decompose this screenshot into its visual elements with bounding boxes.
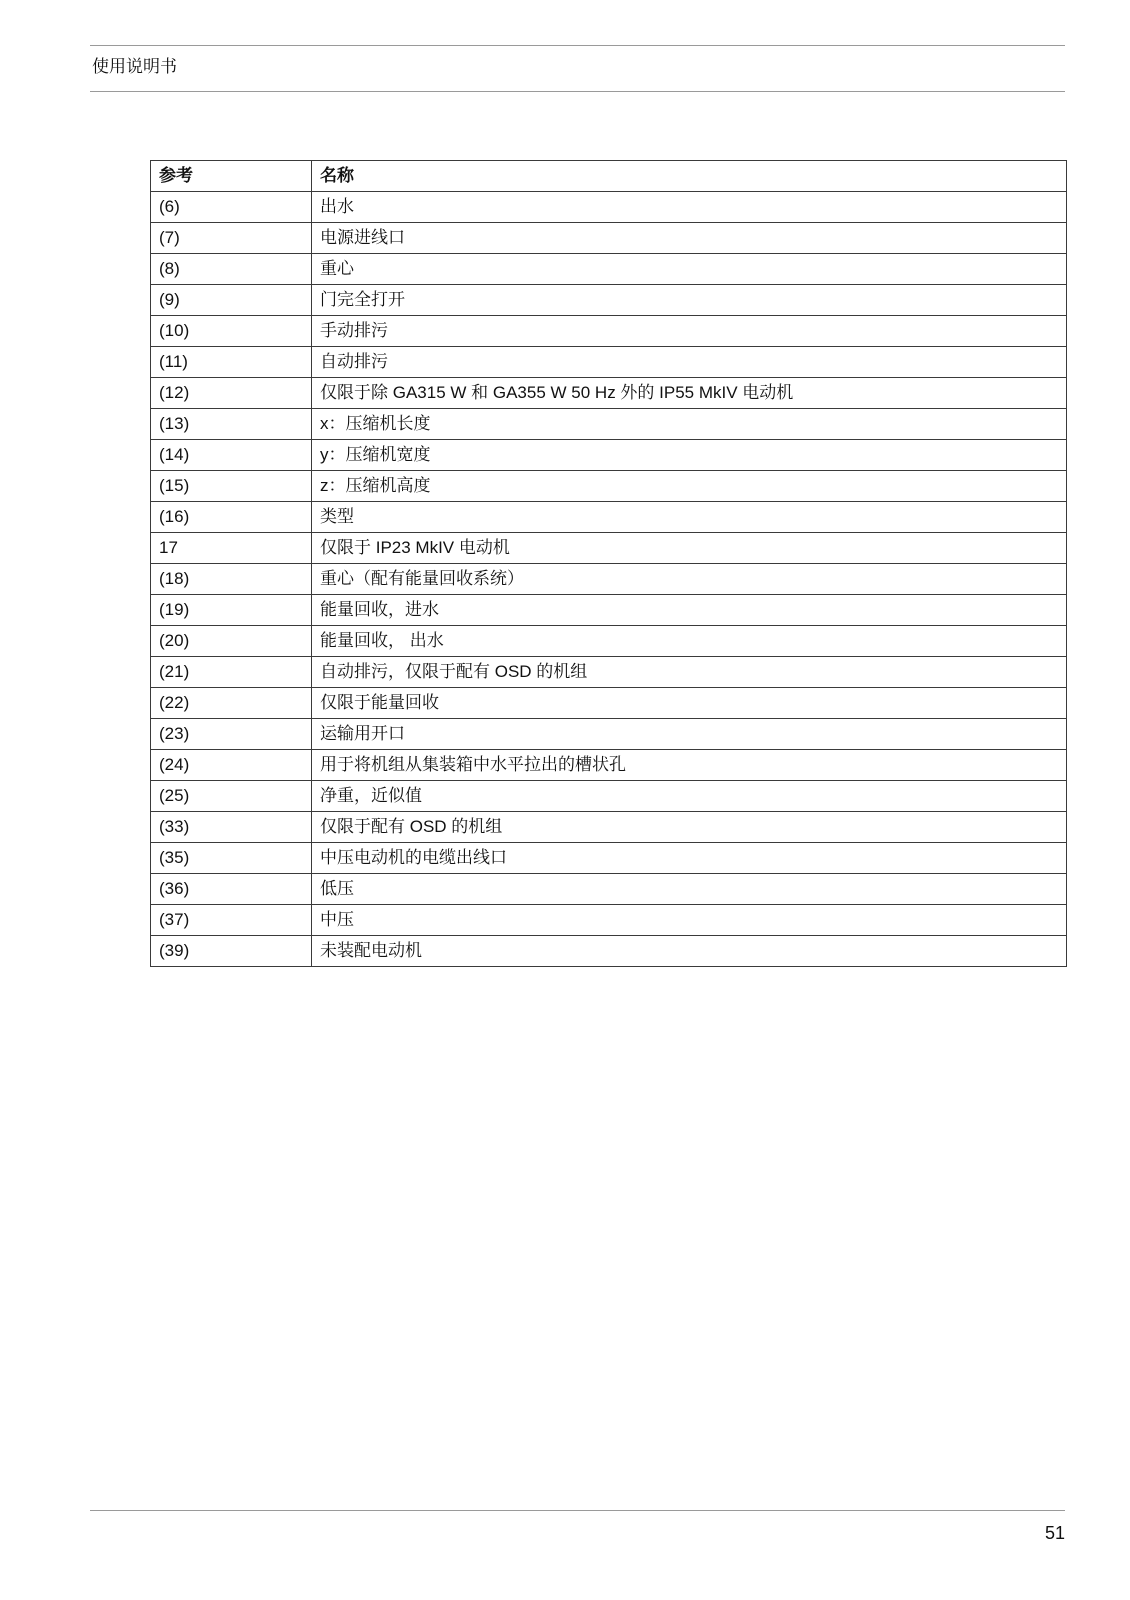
table-row [151,533,1067,564]
table-cell-ref: (25) [151,781,312,812]
table-cell-ref: (9) [151,285,312,316]
table-cell-name: 仅限于除 GA315 W 和 GA355 W 50 Hz 外的 IP55 MkIV 电动机 [312,378,1067,409]
header-rule-top [90,45,1065,46]
table-cell-name: 仅限于配有 OSD 的机组 [312,812,1067,843]
table-row [151,781,1067,812]
table-row [151,843,1067,874]
table-cell-ref: (33) [151,812,312,843]
table-cell-name: y：压缩机宽度 [312,440,1067,471]
table-row [151,750,1067,781]
table-cell-name: 仅限于能量回收 [312,688,1067,719]
table-cell-name: z：压缩机高度 [312,471,1067,502]
table-cell-ref: (14) [151,440,312,471]
table-cell-name: 重心 [312,254,1067,285]
table-cell-ref: (10) [151,316,312,347]
table-cell-ref: (13) [151,409,312,440]
table-row [151,347,1067,378]
table-row [151,936,1067,967]
table-row [151,905,1067,936]
table-cell-name: 低压 [312,874,1067,905]
table-cell-name: 未装配电动机 [312,936,1067,967]
table-cell-ref: (36) [151,874,312,905]
column-header-name: 名称 [312,161,1067,192]
table-row [151,874,1067,905]
table-row [151,502,1067,533]
table-cell-name: 自动排污，仅限于配有 OSD 的机组 [312,657,1067,688]
header-rule-bottom [90,91,1065,92]
footer-rule [90,1510,1065,1511]
table-row [151,657,1067,688]
table-row [151,564,1067,595]
table-header-row [151,161,1067,192]
table-cell-ref: (19) [151,595,312,626]
table-row [151,688,1067,719]
table-cell-ref: (8) [151,254,312,285]
table-row [151,285,1067,316]
table-row [151,440,1067,471]
column-header-reference: 参考 [151,161,312,192]
table-cell-name: 自动排污 [312,347,1067,378]
table-cell-ref: 17 [151,533,312,564]
table-row [151,595,1067,626]
table-row [151,378,1067,409]
table-cell-name: 电源进线口 [312,223,1067,254]
table-cell-name: 能量回收，进水 [312,595,1067,626]
table-cell-ref: (23) [151,719,312,750]
table-cell-name: 用于将机组从集装箱中水平拉出的槽状孔 [312,750,1067,781]
table-cell-name: 中压电动机的电缆出线口 [312,843,1067,874]
table-row [151,409,1067,440]
document-title: 使用说明书 [92,57,177,76]
table-row [151,471,1067,502]
table-cell-ref: (16) [151,502,312,533]
table-row [151,626,1067,657]
table-cell-ref: (35) [151,843,312,874]
table-cell-ref: (7) [151,223,312,254]
table-cell-ref: (37) [151,905,312,936]
table-cell-name: 净重，近似值 [312,781,1067,812]
table-cell-name: 类型 [312,502,1067,533]
table-row [151,223,1067,254]
table-cell-ref: (12) [151,378,312,409]
table-cell-ref: (11) [151,347,312,378]
table-cell-name: 手动排污 [312,316,1067,347]
table-cell-name: 仅限于 IP23 MkIV 电动机 [312,533,1067,564]
table-cell-ref: (20) [151,626,312,657]
table-cell-ref: (15) [151,471,312,502]
table-cell-name: 中压 [312,905,1067,936]
table-cell-name: 运输用开口 [312,719,1067,750]
table-row [151,192,1067,223]
table-cell-name: 能量回收， 出水 [312,626,1067,657]
table-cell-ref: (21) [151,657,312,688]
table-row [151,719,1067,750]
table-cell-ref: (18) [151,564,312,595]
table-cell-name: 重心（配有能量回收系统） [312,564,1067,595]
table-cell-ref: (24) [151,750,312,781]
table-cell-name: x：压缩机长度 [312,409,1067,440]
table-cell-ref: (6) [151,192,312,223]
table-cell-name: 出水 [312,192,1067,223]
reference-table [150,160,1067,967]
table-row [151,254,1067,285]
table-row [151,316,1067,347]
table-cell-ref: (39) [151,936,312,967]
table-cell-ref: (22) [151,688,312,719]
page-number: 51 [1044,1523,1065,1543]
table-cell-name: 门完全打开 [312,285,1067,316]
table-row [151,812,1067,843]
